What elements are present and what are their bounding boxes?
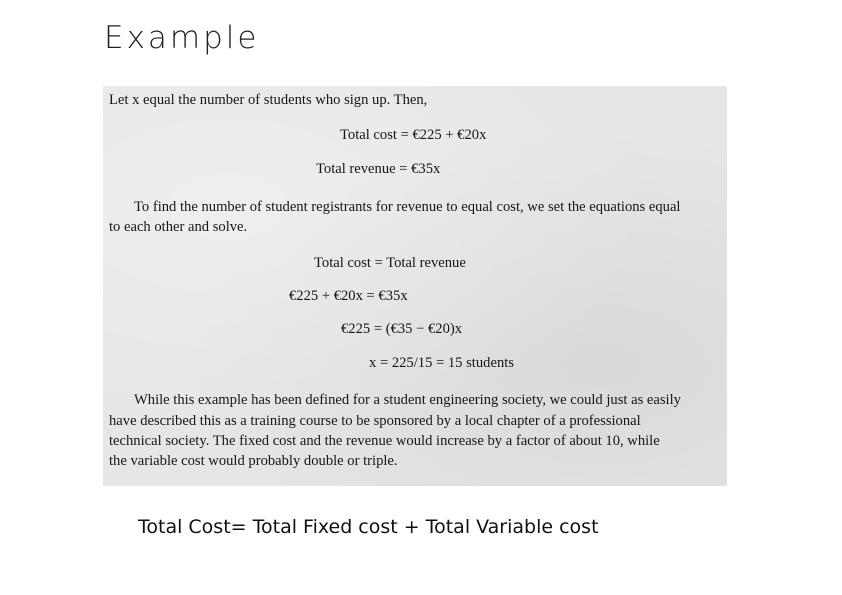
paragraph-line: To find the number of student registrants for revenue to equal cost, we set the equations equal [134,199,681,215]
paragraph-line: While this example has been defined for a student engineering society, we could just as easily [134,392,681,408]
total-cost-equation: Total cost = €225 + €20x [340,127,487,143]
paragraph-line: the variable cost would probably double or triple. [109,453,398,469]
equation-line: x = 225/15 = 15 students [369,355,514,371]
equation-line: Total cost = Total revenue [314,255,466,271]
equation-line: €225 = (€35 − €20)x [341,321,463,337]
slide-title: Example [104,20,260,56]
paragraph-line: have described this as a training course to be sponsored by a local chapter of a professional [109,413,641,429]
paragraph-line: to each other and solve. [109,219,248,235]
equation-line: €225 + €20x = €35x [289,288,408,304]
paragraph-line: technical society. The fixed cost and the revenue would increase by a factor of about 10, while [109,433,660,449]
intro-line: Let x equal the number of students who sign up. Then, [109,92,428,108]
scanned-textbook-excerpt [103,86,727,486]
cost-formula-caption: Total Cost= Total Fixed cost + Total Variable cost [138,516,599,538]
total-revenue-equation: Total revenue = €35x [316,161,441,177]
